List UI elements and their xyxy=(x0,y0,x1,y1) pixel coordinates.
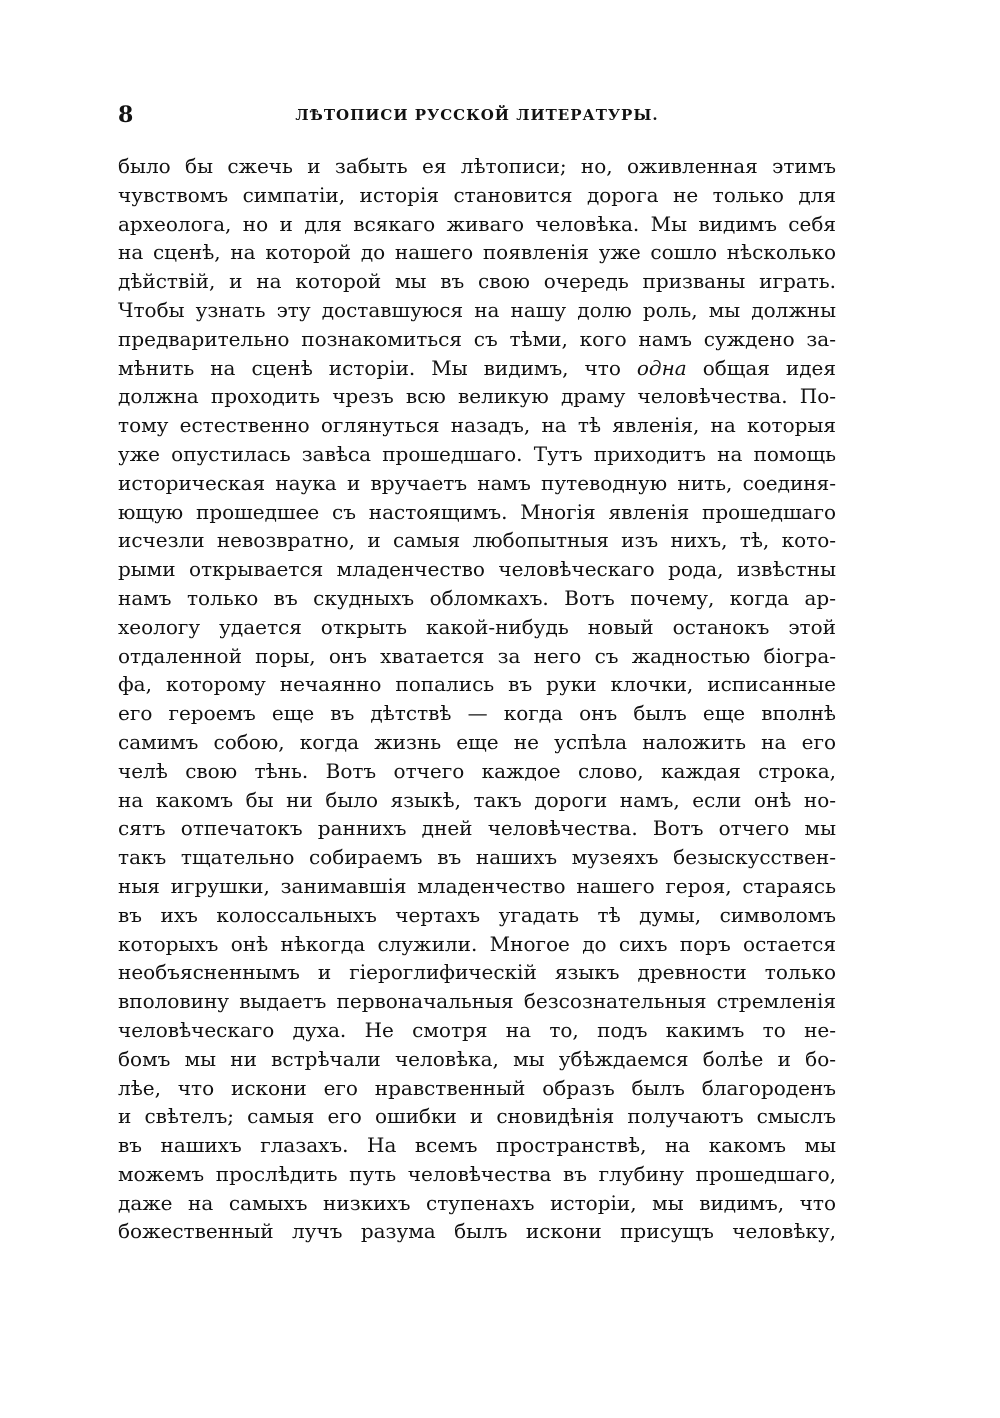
header-title: ЛѢТОПИСИ РУССКОЙ ЛИТЕРАТУРЫ. xyxy=(295,106,659,124)
text-line: отдаленной поры, онъ хватается за него съ жадностью біогра- xyxy=(118,643,836,668)
text-line: дѣйствій, и на которой мы въ свою очередь призваны играть. xyxy=(118,269,836,294)
text-line: даже на самыхъ низкихъ ступенахъ исторіи, мы видимъ, что xyxy=(118,1190,836,1215)
text-line: лѣе, что искони его нравственный образъ былъ благороденъ xyxy=(118,1075,836,1100)
text-line: уже опустилась завѣса прошедшаго. Тутъ приходитъ на помощь xyxy=(118,441,836,466)
running-head xyxy=(118,102,836,132)
text-line: Чтобы узнать эту доставшуюся на нашу долю роль, мы должны xyxy=(118,297,836,322)
text-line: самимъ собою, когда жизнь еще не успѣла наложить на его xyxy=(118,729,836,754)
text-line: на сценѣ, на которой до нашего появленія уже сошло нѣсколько xyxy=(118,240,836,265)
text-line-with-italic xyxy=(118,354,836,383)
text-line: исчезли невозвратно, и самыя любопытныя изъ нихъ, тѣ, кото- xyxy=(118,528,836,553)
text-line: археолога, но и для всякаго живаго человѣка. Мы видимъ себя xyxy=(118,211,836,236)
body-text xyxy=(118,152,836,1246)
text-line: и свѣтелъ; самыя его ошибки и сновидѣнія получаютъ смыслъ xyxy=(118,1104,836,1129)
text-line: было бы сжечь и забыть ея лѣтописи; но, оживленная этимъ xyxy=(118,154,836,178)
text-line: въ нашихъ глазахъ. На всемъ пространствѣ, на какомъ мы xyxy=(118,1133,836,1158)
italic-word: одна xyxy=(636,355,687,380)
text-line: должна проходить чрезъ всю великую драму человѣчества. По- xyxy=(118,384,836,409)
text-line: намъ только въ скудныхъ обломкахъ. Вотъ почему, когда ар- xyxy=(118,585,836,610)
text-line: божественный лучъ разума былъ искони присущъ человѣку, xyxy=(118,1219,836,1244)
text-line: фа, которому нечаянно попались въ руки клочки, исписанные xyxy=(118,672,836,697)
text-line: необъясненнымъ и гіероглифическій языкъ древности только xyxy=(118,960,836,985)
text-line: которыхъ онѣ нѣкогда служили. Многое до сихъ поръ остается xyxy=(118,931,836,956)
page-number: 8 xyxy=(118,102,134,128)
text-line: хеологу удается открыть какой-нибудь новый останокъ этой xyxy=(118,614,836,639)
text-line: можемъ прослѣдить путь человѣчества въ глубину прошедшаго, xyxy=(118,1161,836,1186)
text-line: сятъ отпечатокъ раннихъ дней человѣчества. Вотъ отчего мы xyxy=(118,816,836,841)
text-line: историческая наука и вручаетъ намъ путеводную нить, соединя- xyxy=(118,470,836,495)
text-line: въ ихъ колоссальныхъ чертахъ угадать тѣ думы, символомъ xyxy=(118,902,836,927)
text-fragment: мѣнить на сценѣ исторіи. Мы видимъ, что xyxy=(118,355,621,380)
text-line: его героемъ еще въ дѣтствѣ — когда онъ былъ еще вполнѣ xyxy=(118,701,836,726)
text-line: рыми открывается младенчество человѣческаго рода, извѣстны xyxy=(118,557,836,582)
text-line: вполовину выдаетъ первоначальныя безсознательныя стремленія xyxy=(118,989,836,1014)
text-line: на какомъ бы ни было языкѣ, такъ дороги намъ, если онѣ но- xyxy=(118,787,836,812)
text-line: предварительно познакомиться съ тѣми, кого намъ суждено за- xyxy=(118,326,836,351)
text-line: тому естественно оглянуться назадъ, на тѣ явленія, на которыя xyxy=(118,413,836,438)
text-line: человѣческаго духа. Не смотря на то, подъ какимъ то не- xyxy=(118,1017,836,1042)
text-line: чувствомъ симпатіи, исторія становится дорога не только для xyxy=(118,182,836,207)
text-line: такъ тщательно собираемъ въ нашихъ музеяхъ безыскусствен- xyxy=(118,845,836,870)
text-line: бомъ мы ни встрѣчали человѣка, мы убѣждаемся болѣе и бо- xyxy=(118,1046,836,1071)
text-line: ющую прошедшее съ настоящимъ. Многія явленія прошедшаго xyxy=(118,499,836,524)
text-line: челѣ свою тѣнь. Вотъ отчего каждое слово, каждая строка, xyxy=(118,758,836,783)
text-fragment: общая идея xyxy=(702,355,836,380)
text-line: ныя игрушки, занимавшія младенчество нашего героя, стараясь xyxy=(118,873,836,898)
